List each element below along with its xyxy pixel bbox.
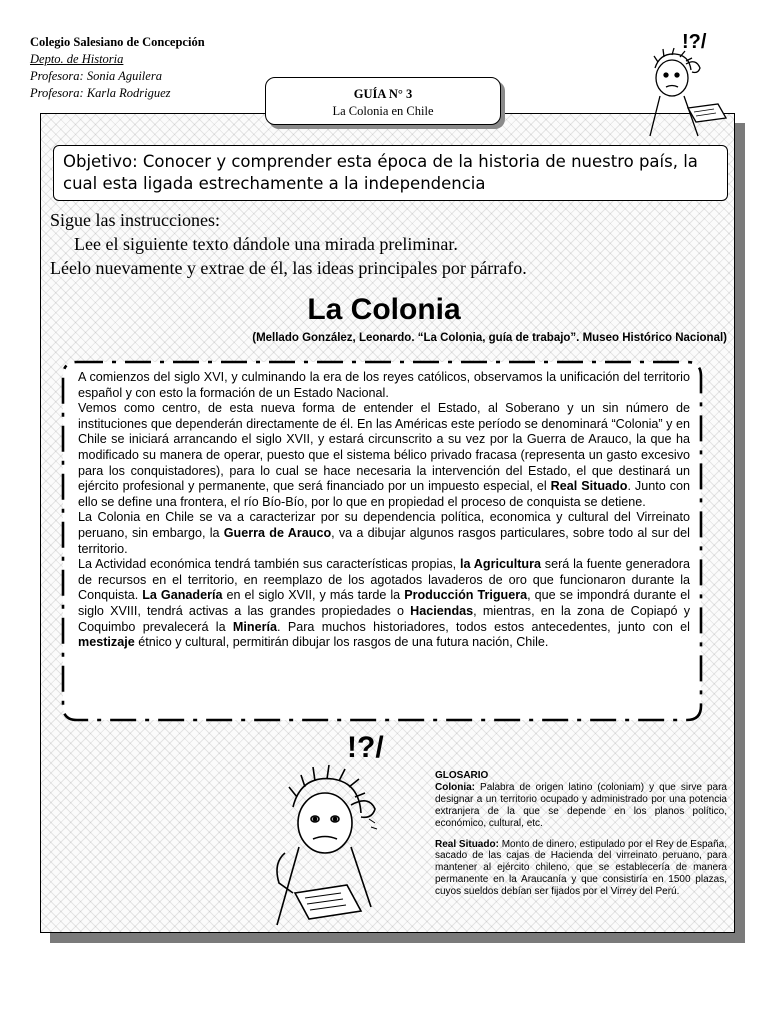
- glossary-entry-colonia: Colonia: Palabra de origen latino (coloniam) y que sirve para designar a un territorio ocupado y administrado por una potencia extranjera de la que se depende en los planos político, económico, cultural, etc.: [435, 781, 727, 829]
- guide-subtitle: La Colonia en Chile: [332, 104, 434, 118]
- glossary: [435, 770, 727, 907]
- reading-title: La Colonia: [307, 293, 461, 326]
- school-name: Colegio Salesiano de Concepción: [30, 35, 205, 49]
- teacher-2: Profesora: Karla Rodriguez: [30, 86, 171, 100]
- school-header: [30, 34, 205, 102]
- instructions: [50, 208, 527, 280]
- instructions-heading: Sigue las instrucciones:: [50, 210, 220, 230]
- reading-source: (Mellado González, Leonardo. “La Colonia, guía de trabajo”. Museo Histórico Nacional): [252, 332, 727, 344]
- paragraph-1: A comienzos del siglo XVI, y culminando la era de los reyes católicos, observamos la unificación del territorio español y con esto la formación de un Estado Nacional.: [78, 370, 690, 400]
- exclaim-mark-bottom: !?/: [347, 735, 384, 764]
- instruction-step-1: Lee el siguiente texto dándole una mirada preliminar.: [74, 234, 458, 254]
- confused-student-illustration-top: [630, 28, 740, 138]
- exclaim-mark-top: !?/: [682, 31, 707, 53]
- reading-text: [78, 370, 690, 651]
- guide-number: GUÍA N° 3: [353, 87, 413, 101]
- paragraph-2: Vemos como centro, de esta nueva forma de entender el Estado, al Soberano y un sin número de instituciones que dependerán directamente de él. En las Américas este período se denominará “Colonia” y en Chile se iniciará arrancando el siglo XVII, y estará circunscrito a su vez por la Guerra de Arauco, la que ha modificado su manera de operar, puesto que el sistema bélico privado fracasa (representa un gasto excesivo para los conquistadores), para lo cual se hace necesaria la intervención del Estado, el que destinará un ejército profesional y permanente, que será financiado por un impuesto especial, el Real Situado. Junto con ello se define una frontera, el río Bío-Bío, por lo que en propiedad el proceso de conquista se detiene.: [78, 401, 690, 509]
- glossary-entry-real-situado: Real Situado: Monto de dinero, estipulado por el Rey de España, sacado de las cajas de Hacienda del virreinato peruano, para mantener al ejército chileno, que se establecería de manera permanente en la Araucanía y que consistiría en 1500 plazas, cuyos sueldos debían ser fijados por el Virrey del Perú.: [435, 838, 727, 898]
- confused-student-illustration-bottom: [255, 735, 425, 930]
- objective-box: Objetivo: Conocer y comprender esta época de la historia de nuestro país, la cual esta ligada estrechamente a la independencia: [53, 145, 728, 201]
- teacher-1: Profesora: Sonia Aguilera: [30, 69, 162, 83]
- paragraph-4: La Actividad económica tendrá también sus características propias, la Agricultura será la fuente generadora de recursos en el territorio, en reemplazo de los agotados lavaderos de oro que funcionaron durante la Conquista. La Ganadería en el siglo XVII, y más tarde la Producción Triguera, que se impondrá durante el siglo XVIII, tendrá activas a las grandes propiedades o Haciendas, mientras, en la zona de Copiapó y Coquimbo prevalecerá la Minería. Para muchos historiadores, todos estos antecedentes, junto con el mestizaje étnico y cultural, permitirán dibujar los rasgos de una futura nación, Chile.: [78, 557, 691, 650]
- department-label: Depto. de Historia: [30, 52, 124, 66]
- instruction-step-2: Léelo nuevamente y extrae de él, las ideas principales por párrafo.: [50, 258, 527, 278]
- paragraph-3: La Colonia en Chile se va a caracterizar por su dependencia política, economica y cultural del Virreinato peruano, sin embargo, la Guerra de Arauco, va a dibujar algunos rasgos particulares, sobre todo al sur del territorio.: [78, 510, 690, 556]
- guide-title-tab: [265, 77, 501, 125]
- glossary-title: GLOSARIO: [435, 770, 489, 781]
